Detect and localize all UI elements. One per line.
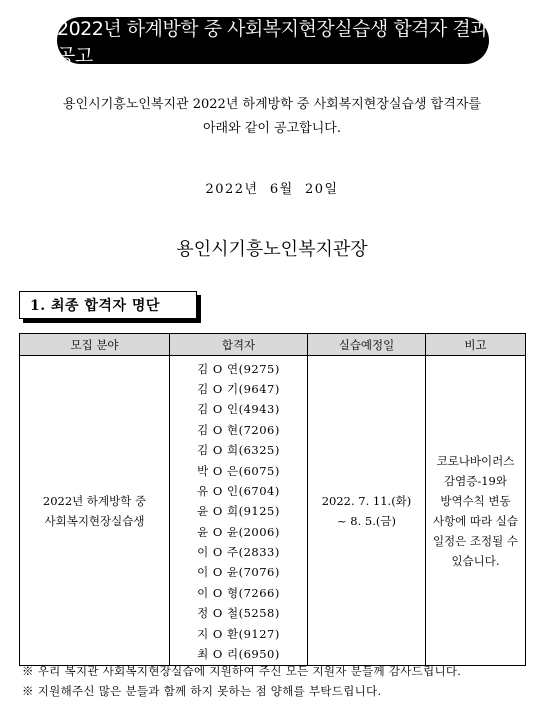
passer-name: 최 O 리(6950) bbox=[197, 647, 280, 662]
passer-name: 김 O 현(7206) bbox=[197, 422, 280, 437]
passer-name: 이 O 주(2833) bbox=[197, 545, 280, 560]
section-heading bbox=[19, 291, 197, 319]
passer-name: 이 O 형(7266) bbox=[197, 585, 280, 600]
passer-name: 윤 O 윤(2006) bbox=[197, 524, 280, 539]
footnote-thanks: ※ 우리 복지관 사회복지현장실습에 지원하여 주신 모든 지원자 분들께 감사드립니다. bbox=[22, 664, 462, 678]
field-cell bbox=[20, 356, 170, 666]
note-line: 감염증-19와 bbox=[444, 473, 507, 488]
note-cell bbox=[426, 356, 526, 666]
table-row bbox=[20, 356, 526, 666]
passer-name: 유 O 인(6704) bbox=[197, 483, 280, 498]
note-line: 코로나바이러스 bbox=[436, 453, 515, 468]
header-field: 모집 분야 bbox=[20, 334, 170, 356]
passer-name: 정 O 철(5258) bbox=[197, 606, 280, 621]
passer-name: 지 O 환(9127) bbox=[197, 626, 280, 641]
note-line: 일정은 조정될 수 bbox=[432, 533, 519, 548]
note-line: 방역수칙 변동 bbox=[440, 493, 511, 508]
intro-paragraph bbox=[20, 93, 524, 141]
table-header-row bbox=[20, 334, 526, 356]
intro-line-2: 아래와 같이 공고합니다. bbox=[203, 121, 341, 136]
passer-name: 김 O 인(4943) bbox=[197, 402, 280, 417]
intro-line-1: 용인시기흥노인복지관 2022년 하계방학 중 사회복지현장실습생 합격자를 bbox=[63, 97, 481, 112]
passer-name: 이 O 윤(7076) bbox=[197, 565, 280, 580]
header-passers: 합격자 bbox=[170, 334, 308, 356]
notice-date: 2022년 6월 20일 bbox=[205, 182, 339, 197]
result-table bbox=[19, 333, 526, 666]
footnotes bbox=[22, 661, 532, 701]
field-line-2: 사회복지현장실습생 bbox=[44, 513, 145, 528]
passer-name: 김 O 기(9647) bbox=[197, 381, 280, 396]
section-heading-text: 1. 최종 합격자 명단 bbox=[30, 298, 160, 314]
period-line-1: 2022. 7. 11.(화) bbox=[321, 493, 412, 508]
passer-name: 박 O 은(6075) bbox=[197, 463, 280, 478]
note-line: 사항에 따라 실습 bbox=[432, 513, 519, 528]
field-line-1: 2022년 하계방학 중 bbox=[42, 493, 147, 508]
header-period: 실습예정일 bbox=[308, 334, 426, 356]
signer-name: 용인시기흥노인복지관장 bbox=[176, 239, 368, 260]
period-line-2: ~ 8. 5.(금) bbox=[337, 513, 396, 528]
header-note: 비고 bbox=[426, 334, 526, 356]
passer-name: 윤 O 희(9125) bbox=[197, 504, 280, 519]
passer-name: 김 O 희(6325) bbox=[197, 443, 280, 458]
footnote-apology: ※ 지원해주신 많은 분들과 함께 하지 못하는 점 양해를 부탁드립니다. bbox=[22, 684, 382, 698]
note-line: 있습니다. bbox=[451, 553, 500, 568]
period-cell bbox=[308, 356, 426, 666]
notice-title-banner bbox=[57, 17, 489, 67]
notice-title: 2022년 하계방학 중 사회복지현장실습생 합격자 결과 공고 bbox=[57, 17, 489, 67]
passer-name: 김 O 연(9275) bbox=[197, 361, 280, 376]
passers-cell bbox=[170, 356, 308, 666]
